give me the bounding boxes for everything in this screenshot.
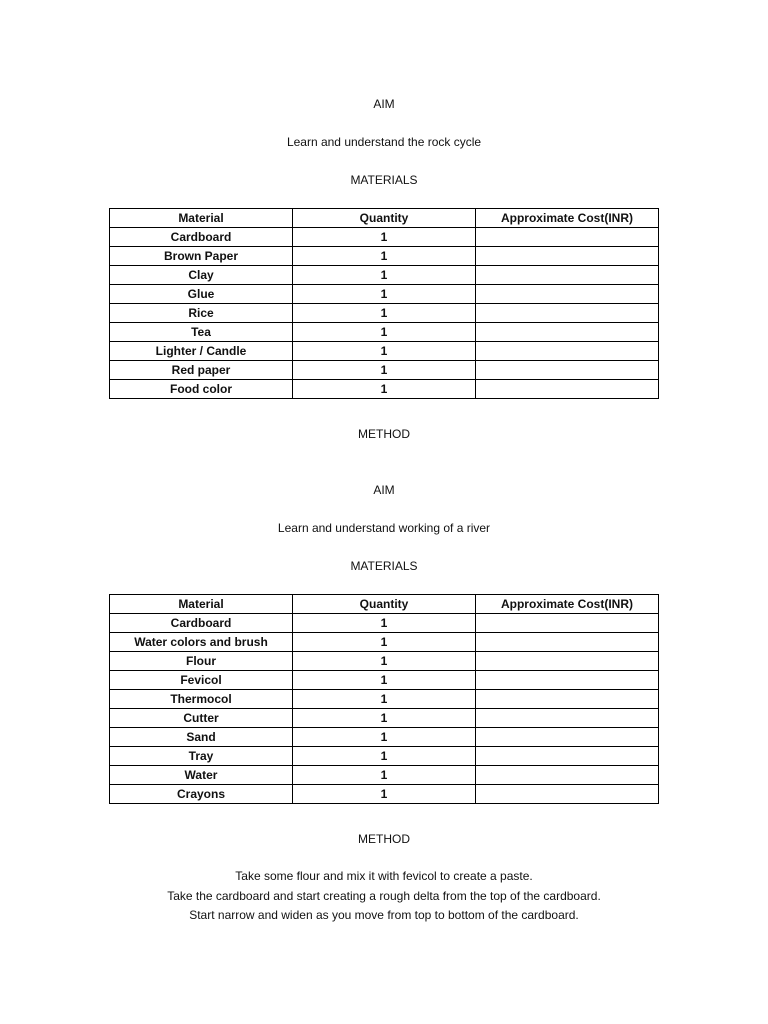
table-row bbox=[110, 652, 659, 671]
cell-quantity: 1 bbox=[293, 671, 476, 690]
table-row bbox=[110, 285, 659, 304]
table-header-row bbox=[110, 595, 659, 614]
cell-material: Cardboard bbox=[110, 228, 293, 247]
cell-approximate-cost bbox=[476, 728, 659, 747]
table-row bbox=[110, 266, 659, 285]
cell-material: Brown Paper bbox=[110, 247, 293, 266]
cell-approximate-cost bbox=[476, 709, 659, 728]
cell-quantity: 1 bbox=[293, 633, 476, 652]
header-quantity: Quantity bbox=[293, 209, 476, 228]
cell-material: Water bbox=[110, 766, 293, 785]
cell-approximate-cost bbox=[476, 614, 659, 633]
cell-quantity: 1 bbox=[293, 361, 476, 380]
table-row bbox=[110, 247, 659, 266]
cell-quantity: 1 bbox=[293, 652, 476, 671]
method-heading-1: METHOD bbox=[358, 427, 410, 441]
cell-approximate-cost bbox=[476, 247, 659, 266]
cell-material: Clay bbox=[110, 266, 293, 285]
cell-material: Red paper bbox=[110, 361, 293, 380]
table-header-row bbox=[110, 209, 659, 228]
method-step: Take some flour and mix it with fevicol to create a paste. bbox=[235, 869, 533, 883]
header-material: Material bbox=[110, 595, 293, 614]
method-step: Start narrow and widen as you move from top to bottom of the cardboard. bbox=[189, 908, 579, 922]
cell-material: Cardboard bbox=[110, 614, 293, 633]
cell-approximate-cost bbox=[476, 671, 659, 690]
materials-table-2 bbox=[109, 594, 659, 804]
table-body bbox=[110, 614, 659, 804]
header-quantity: Quantity bbox=[293, 595, 476, 614]
cell-approximate-cost bbox=[476, 304, 659, 323]
aim-heading-1: AIM bbox=[373, 97, 395, 111]
cell-quantity: 1 bbox=[293, 747, 476, 766]
table-row bbox=[110, 361, 659, 380]
table-row bbox=[110, 728, 659, 747]
cell-approximate-cost bbox=[476, 785, 659, 804]
materials-table-1 bbox=[109, 208, 659, 399]
cell-material: Rice bbox=[110, 304, 293, 323]
materials-heading-2: MATERIALS bbox=[350, 559, 418, 573]
method-steps bbox=[0, 867, 768, 926]
cell-approximate-cost bbox=[476, 690, 659, 709]
method-step: Take the cardboard and start creating a rough delta from the top of the cardboard. bbox=[167, 888, 601, 903]
table-row bbox=[110, 633, 659, 652]
cell-quantity: 1 bbox=[293, 228, 476, 247]
cell-quantity: 1 bbox=[293, 266, 476, 285]
cell-approximate-cost bbox=[476, 766, 659, 785]
table-row bbox=[110, 342, 659, 361]
cell-quantity: 1 bbox=[293, 785, 476, 804]
cell-quantity: 1 bbox=[293, 247, 476, 266]
cell-quantity: 1 bbox=[293, 614, 476, 633]
cell-approximate-cost bbox=[476, 361, 659, 380]
cell-quantity: 1 bbox=[293, 342, 476, 361]
cell-quantity: 1 bbox=[293, 323, 476, 342]
aim-text-2: Learn and understand working of a river bbox=[277, 521, 491, 535]
table-row bbox=[110, 766, 659, 785]
table-row bbox=[110, 228, 659, 247]
cell-quantity: 1 bbox=[293, 285, 476, 304]
cell-approximate-cost bbox=[476, 266, 659, 285]
cell-quantity: 1 bbox=[293, 690, 476, 709]
cell-material: Crayons bbox=[110, 785, 293, 804]
cell-quantity: 1 bbox=[293, 728, 476, 747]
method-heading-2: METHOD bbox=[358, 832, 410, 846]
cell-material: Food color bbox=[110, 380, 293, 399]
table-row bbox=[110, 614, 659, 633]
cell-approximate-cost bbox=[476, 228, 659, 247]
cell-quantity: 1 bbox=[293, 380, 476, 399]
cell-approximate-cost bbox=[476, 342, 659, 361]
header-material: Material bbox=[110, 209, 293, 228]
table-row bbox=[110, 690, 659, 709]
table-row bbox=[110, 380, 659, 399]
cell-material: Tray bbox=[110, 747, 293, 766]
table-row bbox=[110, 747, 659, 766]
cell-material: Cutter bbox=[110, 709, 293, 728]
header-approximate-cost: Approximate Cost(INR) bbox=[476, 209, 659, 228]
materials-heading-1: MATERIALS bbox=[350, 173, 418, 187]
cell-material: Flour bbox=[110, 652, 293, 671]
table-row bbox=[110, 304, 659, 323]
table-row bbox=[110, 323, 659, 342]
table-row bbox=[110, 785, 659, 804]
table-row bbox=[110, 709, 659, 728]
cell-approximate-cost bbox=[476, 323, 659, 342]
cell-quantity: 1 bbox=[293, 766, 476, 785]
cell-material: Water colors and brush bbox=[110, 633, 293, 652]
header-approximate-cost: Approximate Cost(INR) bbox=[476, 595, 659, 614]
cell-material: Fevicol bbox=[110, 671, 293, 690]
aim-text-1: Learn and understand the rock cycle bbox=[286, 135, 482, 149]
cell-material: Sand bbox=[110, 728, 293, 747]
cell-material: Lighter / Candle bbox=[110, 342, 293, 361]
aim-heading-2: AIM bbox=[373, 483, 395, 497]
cell-quantity: 1 bbox=[293, 304, 476, 323]
cell-approximate-cost bbox=[476, 380, 659, 399]
cell-material: Tea bbox=[110, 323, 293, 342]
cell-approximate-cost bbox=[476, 747, 659, 766]
table-body bbox=[110, 228, 659, 399]
cell-approximate-cost bbox=[476, 652, 659, 671]
cell-material: Glue bbox=[110, 285, 293, 304]
cell-approximate-cost bbox=[476, 285, 659, 304]
cell-approximate-cost bbox=[476, 633, 659, 652]
cell-material: Thermocol bbox=[110, 690, 293, 709]
cell-quantity: 1 bbox=[293, 709, 476, 728]
table-row bbox=[110, 671, 659, 690]
